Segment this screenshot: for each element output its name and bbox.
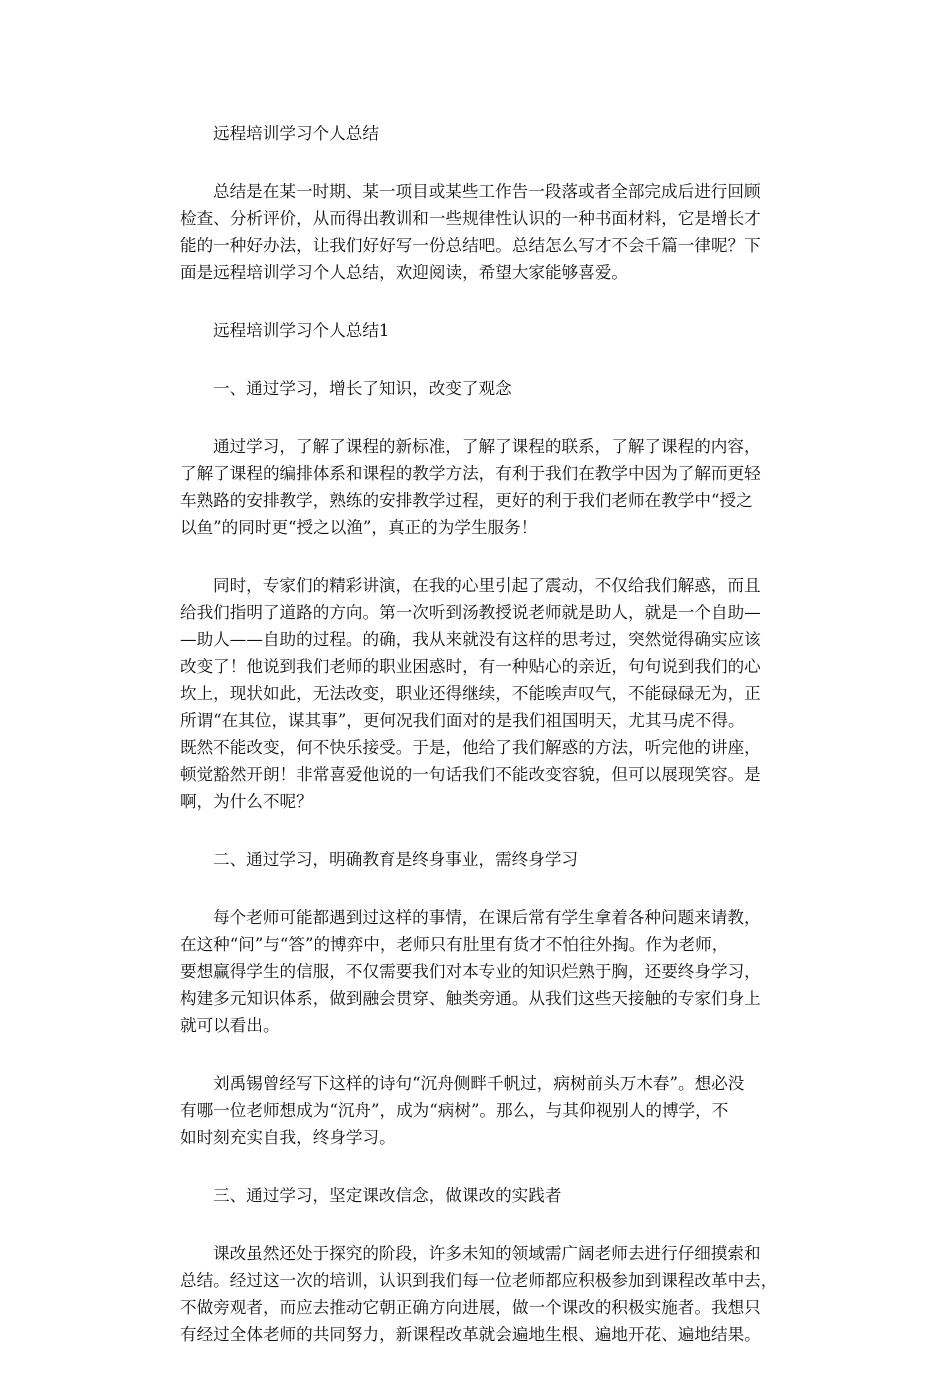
- paragraph-line: 同时，专家们的精彩讲演，在我的心里引起了震动，不仅给我们解惑，而且: [213, 576, 761, 595]
- section1-paragraph-2: [180, 572, 772, 815]
- paragraph-line: 啊，为什么不呢？: [180, 792, 313, 811]
- paragraph-line: 面是远程培训学习个人总结，欢迎阅读，希望大家能够喜爱。: [180, 263, 629, 282]
- paragraph-line: 既然不能改变，何不快乐接受。于是，他给了我们解惑的方法，听完他的讲座，: [180, 738, 761, 757]
- paragraph-line: 有经过全体老师的共同努力，新课程改革就会遍地生根、遍地开花、遍地结果。: [180, 1325, 761, 1344]
- paragraph-line: 如时刻充实自我，终身学习。: [180, 1128, 396, 1147]
- paragraph-line: 每个老师可能都遇到过这样的事情，在课后常有学生拿着各种问题来请教，: [213, 908, 761, 927]
- section2-paragraph-2: [180, 1070, 772, 1151]
- paragraph-line: 以鱼”的同时更“授之以渔”，真正的为学生服务！: [180, 518, 538, 537]
- document-subtitle: 远程培训学习个人总结1: [213, 321, 390, 340]
- paragraph-line: 了解了课程的编排体系和课程的教学方法，有利于我们在教学中因为了解而更轻: [180, 464, 761, 483]
- intro-paragraph: [180, 178, 772, 286]
- paragraph-line: 总结是在某一时期、某一项目或某些工作告一段落或者全部完成后进行回顾: [213, 182, 761, 201]
- paragraph-line: 构建多元知识体系，做到融会贯穿、触类旁通。从我们这些天接触的专家们身上: [180, 989, 761, 1008]
- paragraph-line: 检查、分析评价，从而得出教训和一些规律性认识的一种书面材料，它是增长才: [180, 209, 761, 228]
- section1-paragraph-1: [180, 433, 772, 541]
- paragraph-line: 课改虽然还处于探究的阶段，许多未知的领域需广阔老师去进行仔细摸索和: [213, 1244, 761, 1263]
- paragraph-line: 顿觉豁然开朗！非常喜爱他说的一句话我们不能改变容貌，但可以展现笑容。是: [180, 765, 761, 784]
- section-heading-2: 二、通过学习，明确教育是终身事业，需终身学习: [213, 850, 579, 869]
- paragraph-line: 在这种“问”与“答”的博弈中，老师只有肚里有货才不怕往外掏。作为老师，: [180, 935, 729, 954]
- paragraph-line: 车熟路的安排教学，熟练的安排教学过程，更好的利于我们老师在教学中“授之: [180, 491, 753, 510]
- paragraph-line: 坎上，现状如此，无法改变，职业还得继续，不能唉声叹气，不能碌碌无为，正: [180, 684, 761, 703]
- paragraph-line: 给我们指明了道路的方向。第一次听到汤教授说老师就是助人，就是一个自助—: [180, 603, 761, 622]
- document-title: 远程培训学习个人总结: [213, 124, 379, 143]
- paragraph-line: 有哪一位老师想成为“沉舟”，成为“病树”。那么，与其仰视别人的博学，不: [180, 1101, 729, 1120]
- section2-paragraph-1: [180, 904, 772, 1039]
- paragraph-line: —助人——自助的过程。的确，我从来就没有这样的思考过，突然觉得确实应该: [180, 630, 761, 649]
- paragraph-line: 就可以看出。: [180, 1016, 280, 1035]
- paragraph-line: 通过学习，了解了课程的新标准，了解了课程的联系，了解了课程的内容，: [213, 437, 761, 456]
- section3-paragraph-1: [180, 1240, 778, 1348]
- paragraph-line: 所谓“在其位，谋其事”，更何况我们面对的是我们祖国明天，尤其马虎不得。: [180, 711, 745, 730]
- paragraph-line: 能的一种好办法，让我们好好写一份总结吧。总结怎么写才不会千篇一律呢？下: [180, 236, 761, 255]
- paragraph-line: 刘禹锡曾经写下这样的诗句“沉舟侧畔千帆过，病树前头万木春”。想必没: [213, 1074, 745, 1093]
- paragraph-line: 改变了！他说到我们老师的职业困惑时，有一种贴心的亲近，句句说到我们的心: [180, 657, 761, 676]
- paragraph-line: 不做旁观者，而应去推动它朝正确方向进展，做一个课改的积极实施者。我想只: [180, 1298, 761, 1317]
- paragraph-line: 总结。经过这一次的培训，认识到我们每一位老师都应积极参加到课程改革中去，: [180, 1271, 778, 1290]
- paragraph-line: 要想赢得学生的信服，不仅需要我们对本专业的知识烂熟于胸，还要终身学习，: [180, 962, 761, 981]
- section-heading-3: 三、通过学习，坚定课改信念，做课改的实践者: [213, 1186, 562, 1205]
- document-page: [180, 120, 778, 1379]
- section-heading-1: 一、通过学习，增长了知识，改变了观念: [213, 379, 512, 398]
